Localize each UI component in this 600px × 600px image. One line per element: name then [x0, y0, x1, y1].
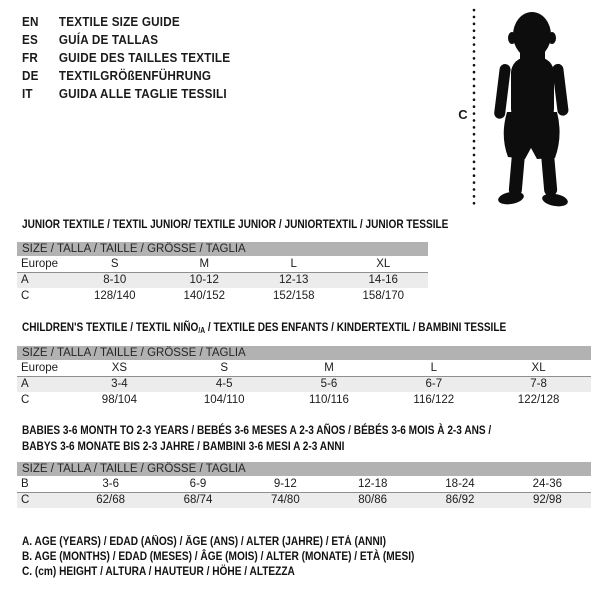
row-label-cell: A: [21, 274, 29, 287]
language-label: GUÍA DE TALLAS: [58, 31, 159, 47]
row-label-cell: C: [21, 289, 30, 302]
language-label: GUIDE DES TAILLES TEXTILE: [58, 49, 231, 65]
row-label-cell: Europe: [21, 257, 59, 270]
children-title-prefix: CHILDREN'S TEXTILE / TEXTIL NIÑO: [22, 320, 199, 334]
size-header-bar: SIZE / TALLA / TAILLE / GRÖSSE / TAGLIA: [17, 242, 428, 256]
language-code: FR: [22, 49, 38, 65]
key-line-age-months: B. AGE (MONTHS) / EDAD (MESES) / ÂGE (MOIS) / ALTER (MONATE) / ETÀ (MESI): [22, 551, 415, 564]
value-cell: 104/110: [203, 393, 245, 406]
value-cell: 12-18: [357, 477, 388, 490]
language-row-en: [22, 12, 230, 30]
junior-section-title: JUNIOR TEXTILE / TEXTIL JUNIOR/ TEXTILE JUNIOR / JUNIORTEXTIL / JUNIOR TESSILE: [22, 217, 449, 231]
value-cell: 152/158: [272, 289, 315, 302]
language-list: [22, 12, 230, 102]
children-size-table: [17, 346, 591, 408]
value-cell: 116/122: [413, 393, 455, 406]
value-cell: 74/80: [270, 494, 300, 507]
value-cell: 110/116: [309, 393, 349, 406]
table-row: [17, 256, 428, 273]
babies-section-title: [22, 422, 491, 454]
table-row: [17, 360, 591, 377]
value-cell: 140/152: [183, 289, 226, 302]
key-line-age-years: A. AGE (YEARS) / EDAD (AÑOS) / ÂGE (ANS) / ALTER (JAHRE) / ETÀ (ANNI): [22, 536, 386, 548]
size-header-bar: SIZE / TALLA / TAILLE / GRÖSSE / TAGLIA: [17, 346, 591, 360]
language-code: ES: [22, 31, 38, 47]
language-row-de: [22, 66, 230, 84]
value-cell: 98/104: [101, 393, 137, 406]
value-cell: 3-4: [111, 378, 128, 391]
measurement-key: [22, 535, 414, 581]
value-cell: 12-13: [279, 274, 309, 287]
language-code: EN: [22, 13, 39, 29]
value-cell: 7-8: [530, 378, 547, 391]
table-row: [17, 392, 591, 408]
value-cell: XL: [531, 361, 546, 374]
value-cell: 4-5: [215, 378, 233, 391]
language-row-it: [22, 84, 230, 102]
table-row: [17, 476, 591, 493]
row-label-cell: A: [21, 378, 29, 391]
value-cell: 8-10: [103, 274, 127, 287]
children-section-title: [22, 319, 506, 339]
value-cell: 14-16: [368, 274, 398, 287]
value-cell: 80/86: [358, 494, 388, 507]
value-cell: 18-24: [445, 477, 475, 490]
row-label-cell: B: [21, 477, 29, 490]
value-cell: 6-9: [189, 477, 207, 490]
children-title-subscript: /A: [198, 326, 206, 335]
value-cell: 9-12: [273, 477, 297, 490]
junior-size-table: [17, 242, 428, 304]
value-cell: 86/92: [445, 494, 475, 507]
value-cell: 68/74: [183, 494, 213, 507]
size-header-bar: SIZE / TALLA / TAILLE / GRÖSSE / TAGLIA: [17, 462, 591, 476]
language-row-fr: [22, 48, 230, 66]
value-cell: 62/68: [96, 494, 126, 507]
value-cell: 6-7: [425, 378, 443, 391]
babies-title-line2: BABYS 3-6 MONATE BIS 2-3 JAHRE / BAMBINI 3-6 MESI A 2-3 ANNI: [22, 439, 345, 453]
key-line-height: C. (cm) HEIGHT / ALTURA / HAUTEUR / HÖHE / ALTEZZA: [22, 566, 295, 579]
value-cell: M: [324, 361, 334, 374]
value-cell: 122/128: [517, 393, 560, 406]
value-cell: 24-36: [532, 477, 563, 490]
language-row-es: [22, 30, 230, 48]
value-cell: 10-12: [189, 274, 219, 287]
language-code: IT: [22, 85, 33, 101]
babies-title-line1: BABIES 3-6 MONTH TO 2-3 YEARS / BEBÉS 3-6 MESES A 2-3 AÑOS / BÉBÉS 3-6 MOIS À 2-3 ANS /: [22, 423, 492, 437]
value-cell: XS: [111, 361, 128, 374]
value-cell: L: [290, 257, 297, 270]
value-cell: L: [430, 361, 437, 374]
table-row: [17, 377, 591, 393]
baby-silhouette-icon: [494, 12, 569, 208]
height-measure-label: C: [458, 107, 468, 122]
value-cell: S: [220, 361, 229, 374]
row-label-cell: C: [21, 494, 30, 507]
row-label-cell: Europe: [21, 361, 59, 374]
table-row: [17, 493, 591, 509]
children-title-suffix: / TEXTILE DES ENFANTS / KINDERTEXTIL / BAMBINI TESSILE: [205, 320, 507, 334]
value-cell: M: [199, 257, 210, 270]
language-label: TEXTILE SIZE GUIDE: [58, 13, 180, 29]
value-cell: 128/140: [93, 289, 136, 302]
table-row: [17, 288, 428, 304]
value-cell: 3-6: [102, 477, 119, 490]
value-cell: XL: [376, 257, 391, 270]
language-label: GUIDA ALLE TAGLIE TESSILI: [58, 85, 227, 101]
language-code: DE: [22, 67, 39, 83]
value-cell: 158/170: [362, 289, 405, 302]
babies-size-table: [17, 462, 591, 508]
table-row: [17, 273, 428, 289]
value-cell: 92/98: [532, 494, 562, 507]
language-label: TEXTILGRÖßENFÜHRUNG: [58, 67, 212, 83]
baby-silhouette-figure: [450, 4, 595, 214]
row-label-cell: C: [21, 393, 30, 406]
value-cell: 5-6: [320, 378, 338, 391]
value-cell: S: [110, 257, 119, 270]
